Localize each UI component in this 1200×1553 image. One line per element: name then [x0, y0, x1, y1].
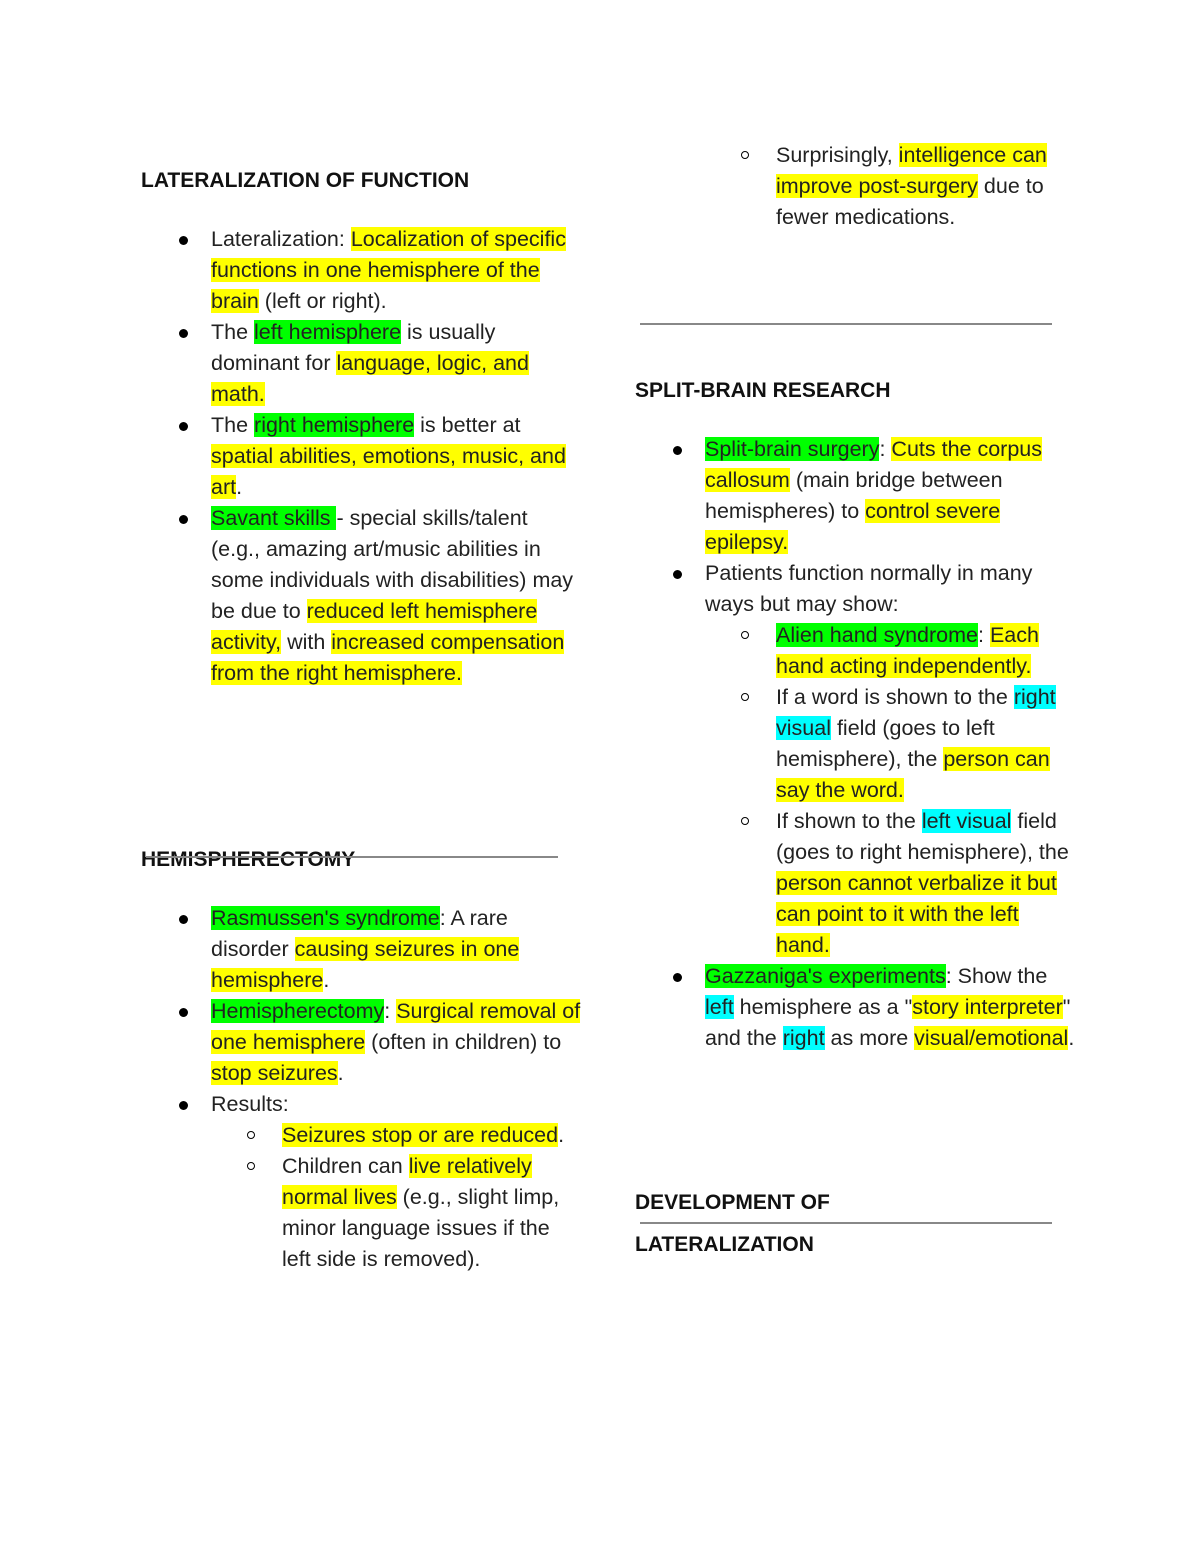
bullet-icon [179, 1101, 188, 1110]
sub-list-item [635, 682, 1075, 806]
sub-list-item [635, 140, 1075, 233]
sub-list-item [635, 806, 1075, 961]
list-item [635, 434, 1075, 558]
section-divider [640, 1222, 1052, 1224]
list-item [635, 961, 1075, 1054]
text-run: Results: [211, 1092, 289, 1116]
highlight-yellow: language, logic, and math. [211, 351, 529, 406]
bullet-icon [673, 446, 682, 455]
sub-list-item [141, 1151, 581, 1275]
text-run: If shown to the [776, 809, 922, 833]
bullet-icon [179, 515, 188, 524]
highlight-green: Alien hand syndrome [776, 623, 978, 647]
text-run: as more [824, 1026, 915, 1050]
text-run: - special skills/talent (e.g., amazing art/music abilities in some individuals with disabilities) may be due to [211, 506, 574, 623]
text-run: : [879, 437, 892, 461]
text-run: . [236, 475, 243, 499]
bullet-list [141, 224, 581, 689]
highlight-cyan: right visual [776, 685, 1056, 740]
list-item [141, 1089, 581, 1275]
highlight-yellow: Each hand acting independently. [776, 623, 1039, 678]
highlight-yellow: causing seizures in one hemisphere [211, 937, 520, 992]
highlight-yellow: increased compensation from the right hemisphere. [211, 630, 565, 685]
right-column [635, 140, 1075, 1266]
list-item [141, 503, 581, 689]
highlight-yellow: Localization of specific functions in one hemisphere of the brain [211, 227, 566, 313]
text-run: is better at [414, 413, 521, 437]
bullet-list [635, 434, 1075, 1054]
hollow-bullet-icon [247, 1162, 255, 1170]
text-run: field (goes to right hemisphere), the [776, 809, 1069, 864]
text-run: due to fewer medications. [776, 174, 1044, 229]
text-run: is usually dominant for [211, 320, 496, 375]
list-item [141, 903, 581, 996]
text-run: with [281, 630, 332, 654]
highlight-yellow: intelligence can improve post-surgery [776, 143, 1047, 198]
text-run: If a word is shown to the [776, 685, 1014, 709]
list-item [141, 996, 581, 1089]
sub-list-item [635, 620, 1075, 682]
section-heading: DEVELOPMENT OF [635, 1191, 830, 1214]
highlight-yellow: reduced left hemisphere activity, [211, 599, 538, 654]
bullet-icon [179, 236, 188, 245]
highlight-green: Gazzaniga's experiments [705, 964, 946, 988]
text-run: Children can [282, 1154, 409, 1178]
text-run: . [323, 968, 330, 992]
bullet-icon [673, 570, 682, 579]
highlight-cyan: left [705, 995, 734, 1019]
section-lateralization [141, 160, 581, 689]
section-divider [146, 856, 558, 858]
section-heading: LATERALIZATION [635, 1233, 814, 1256]
text-run: Surprisingly, [776, 143, 899, 167]
section-heading: LATERALIZATION OF FUNCTION [141, 169, 470, 192]
text-run: " and the [705, 995, 1071, 1050]
highlight-yellow: Surgical removal of one hemisphere [211, 999, 581, 1054]
section-divider [640, 323, 1052, 325]
text-run: The [211, 320, 255, 344]
highlight-green: right hemisphere [254, 413, 415, 437]
left-column [141, 160, 581, 1275]
section-split-brain [635, 370, 1075, 1054]
hollow-bullet-icon [741, 693, 749, 701]
bullet-icon [179, 1008, 188, 1017]
text-run: field (goes to left hemisphere), the [776, 716, 995, 771]
list-item [141, 410, 581, 503]
highlight-cyan: right [782, 1026, 825, 1050]
text-run: Lateralization: [211, 227, 351, 251]
text-run: (often in children) to [365, 1030, 562, 1054]
bullet-icon [179, 422, 188, 431]
highlight-cyan: left visual [921, 809, 1012, 833]
hollow-bullet-icon [741, 151, 749, 159]
text-run: . [558, 1123, 565, 1147]
highlight-yellow: Cuts the corpus callosum [705, 437, 1042, 492]
highlight-yellow: Seizures stop or are reduced [282, 1123, 559, 1147]
sub-list [635, 140, 1075, 233]
highlight-yellow: visual/emotional [914, 1026, 1069, 1050]
list-item [141, 224, 581, 317]
text-run: (main bridge between hemispheres) to [705, 468, 1003, 523]
highlight-yellow: story interpreter [912, 995, 1063, 1019]
hollow-bullet-icon [741, 817, 749, 825]
text-run: . [337, 1061, 344, 1085]
list-item [635, 558, 1075, 961]
text-run: The [211, 413, 255, 437]
sub-list [141, 1120, 581, 1275]
text-run: Patients function normally in many ways but may show: [705, 561, 1033, 616]
bullet-icon [179, 329, 188, 338]
section-hemispherectomy [141, 839, 581, 1275]
bullet-icon [673, 973, 682, 982]
text-run: hemisphere as a " [733, 995, 913, 1019]
text-run: . [1068, 1026, 1075, 1050]
highlight-green: Savant skills [211, 506, 337, 530]
list-item [141, 317, 581, 410]
highlight-green: Hemispherectomy [211, 999, 385, 1023]
hollow-bullet-icon [247, 1131, 255, 1139]
highlight-green: left hemisphere [254, 320, 402, 344]
sub-list-item [141, 1120, 581, 1151]
highlight-yellow: live relatively normal lives [282, 1154, 532, 1209]
section-development [635, 1182, 1075, 1266]
text-run: (e.g., slight limp, minor language issues if the left side is removed). [282, 1185, 560, 1271]
text-run: : [384, 999, 397, 1023]
highlight-yellow: person cannot verbalize it but can point to it with the left hand. [776, 871, 1057, 957]
text-run: : A rare disorder [211, 906, 508, 961]
section-heading: HEMISPHERECTOMY [141, 848, 356, 871]
highlight-yellow: control severe epilepsy. [705, 499, 1001, 554]
section-heading: SPLIT-BRAIN RESEARCH [635, 379, 891, 402]
highlight-yellow: stop seizures [211, 1061, 338, 1085]
bullet-icon [179, 915, 188, 924]
highlight-yellow: person can say the word. [776, 747, 1050, 802]
sub-list [635, 620, 1075, 961]
text-run: (left or right). [258, 289, 387, 313]
text-run: : [977, 623, 990, 647]
bullet-list [141, 903, 581, 1275]
highlight-yellow: spatial abilities, emotions, music, and art [211, 444, 566, 499]
highlight-green: Rasmussen's syndrome [211, 906, 440, 930]
hollow-bullet-icon [741, 631, 749, 639]
highlight-green: Split-brain surgery [705, 437, 880, 461]
text-run: : Show the [945, 964, 1048, 988]
